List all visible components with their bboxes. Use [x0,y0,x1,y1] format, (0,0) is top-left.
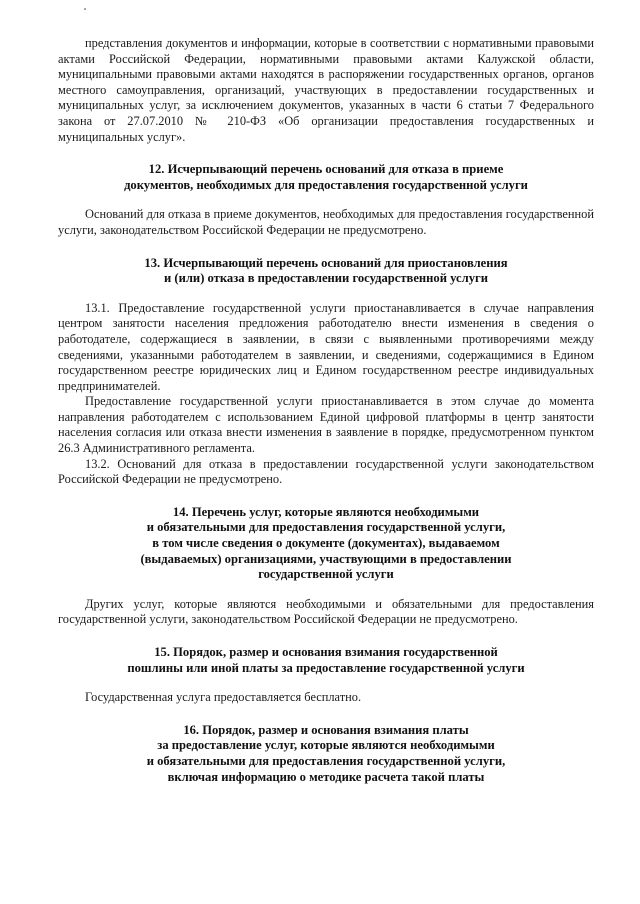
paragraph-section-14: Других услуг, которые являются необходимыми и обязательными для предоставления государственной услуги, законодательством Российской Федерации не предусмотрено. [58,596,594,627]
heading-section-15 [58,645,594,676]
scan-speck [84,8,86,10]
heading-line: 14. Перечень услуг, которые являются необходимыми [172,504,480,519]
heading-section-16 [58,723,594,785]
heading-line: и (или) отказа в предоставлении государственной услуги [164,271,488,286]
heading-line: включая информацию о методике расчета такой платы [167,769,485,784]
heading-line: 12. Исчерпывающий перечень оснований для отказа в приеме [148,162,504,177]
heading-line: 13. Исчерпывающий перечень оснований для приостановления [144,255,508,270]
heading-line: государственной услуги [258,567,394,582]
heading-line: 15. Порядок, размер и основания взимания государственной [154,645,498,659]
paragraph-section-15: Государственная услуга предоставляется бесплатно. [85,690,362,705]
heading-line: (выдаваемых) организациями, участвующими в предоставлении [140,551,512,566]
paragraph-13-2: 13.2. Оснований для отказа в предоставлении государственной услуги законодательством Российской Федерации не предусмотрено. [58,456,594,487]
paragraph-13-1: 13.1. Предоставление государственной услуги приостанавливается в случае направления центром занятости населения предложения работодателю внести изменения в сведения о работодателе, содержащиеся в заявлении, в связи с выявленными противоречиями между сведениями, указанными работодателем в заявлении, и сведениями, содержащимися в Едином государственном реестре юридических лиц и Едином государственном реестре индивидуальных предпринимателей. [58,300,594,393]
heading-line: и обязательными для предоставления государственной услуги, [146,753,506,768]
heading-line: за предоставление услуг, которые являются необходимыми [157,738,495,753]
heading-line: пошлины или иной платы за предоставление государственной услуги [127,660,525,675]
heading-line: в том числе сведения о документе (документах), выдаваемом [152,536,500,551]
heading-section-14 [58,505,594,583]
heading-line: и обязательными для предоставления государственной услуги, [146,520,506,535]
heading-line: документов, необходимых для предоставления государственной услуги [124,177,528,192]
paragraph-intro: представления документов и информации, которые в соответствии с нормативными правовыми актами Российской Федерации, нормативными правовыми актами Калужской области, муниципальными правовыми актами находятся в распоряжении государственных органов, органов местного самоуправления, организаций, участвующих в предоставлении государственных и муниципальных услуг, за исключением документов, указанных в части 6 статьи 7 Федерального закона от 27.07.2010 № 210-ФЗ «Об организации предоставления государственных и муниципальных услуг». [58,36,594,144]
paragraph-13-1-continued: Предоставление государственной услуги приостанавливается в этом случае до момента направления работодателем с использованием Единой цифровой платформы в центр занятости населения согласия или отказа внести изменения в заявление в порядке, предусмотренном пунктом 26.3 Административного регламента. [58,394,594,456]
heading-line: 16. Порядок, размер и основания взимания платы [183,722,469,737]
paragraph-section-12: Оснований для отказа в приеме документов, необходимых для предоставления государственной услуги, законодательством Российской Федерации не предусмотрено. [58,207,594,237]
heading-section-12 [58,162,594,193]
heading-section-13 [58,256,594,287]
